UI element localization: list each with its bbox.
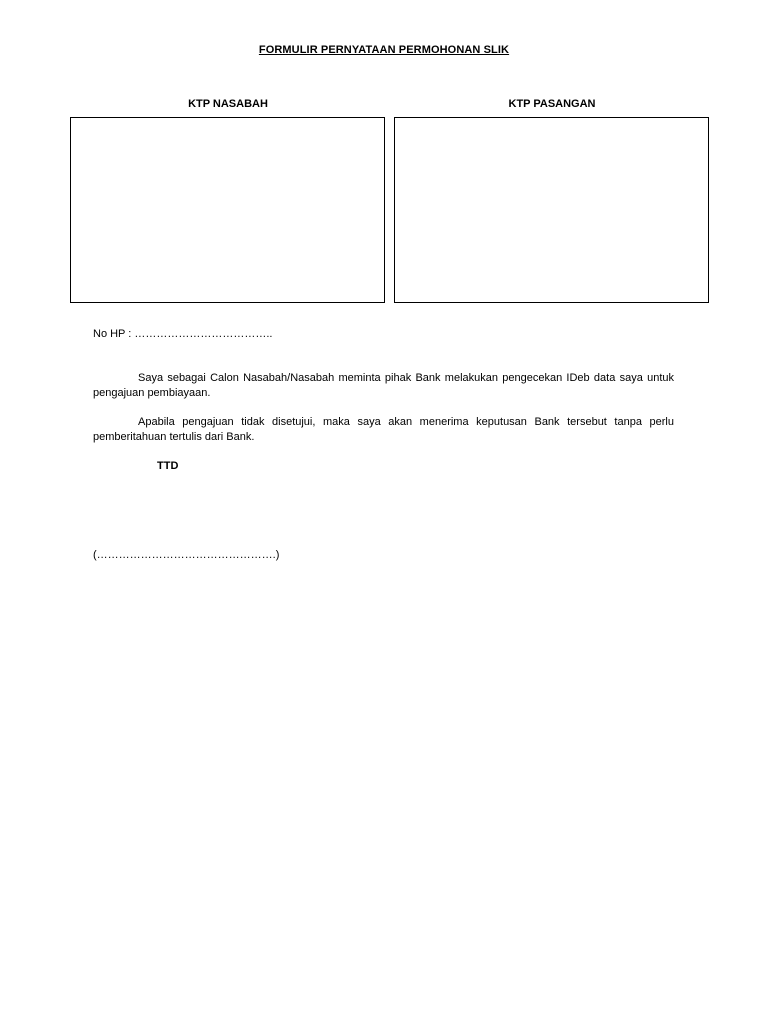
ttd-label: TTD [157, 460, 179, 472]
form-title: FORMULIR PERNYATAAN PERMOHONAN SLIK [258, 44, 510, 56]
ktp-pasangan-label: KTP PASANGAN [508, 98, 596, 110]
statement-paragraph-2: Apabila pengajuan tidak disetujui, maka saya akan menerima keputusan Bank tersebut tanpa perlu pemberitahuan tertulis dari Bank. [93, 416, 674, 443]
ktp-nasabah-box [70, 117, 385, 303]
ktp-nasabah-label: KTP NASABAH [188, 98, 268, 110]
no-hp-line: No HP : ……………………………….. [93, 328, 273, 340]
statement-paragraph-1: Saya sebagai Calon Nasabah/Nasabah meminta pihak Bank melakukan pengecekan IDeb data saya untuk pengajuan pembiayaan. [93, 372, 674, 399]
ktp-pasangan-box [394, 117, 709, 303]
signature-line: (………………………………………….) [93, 549, 280, 561]
